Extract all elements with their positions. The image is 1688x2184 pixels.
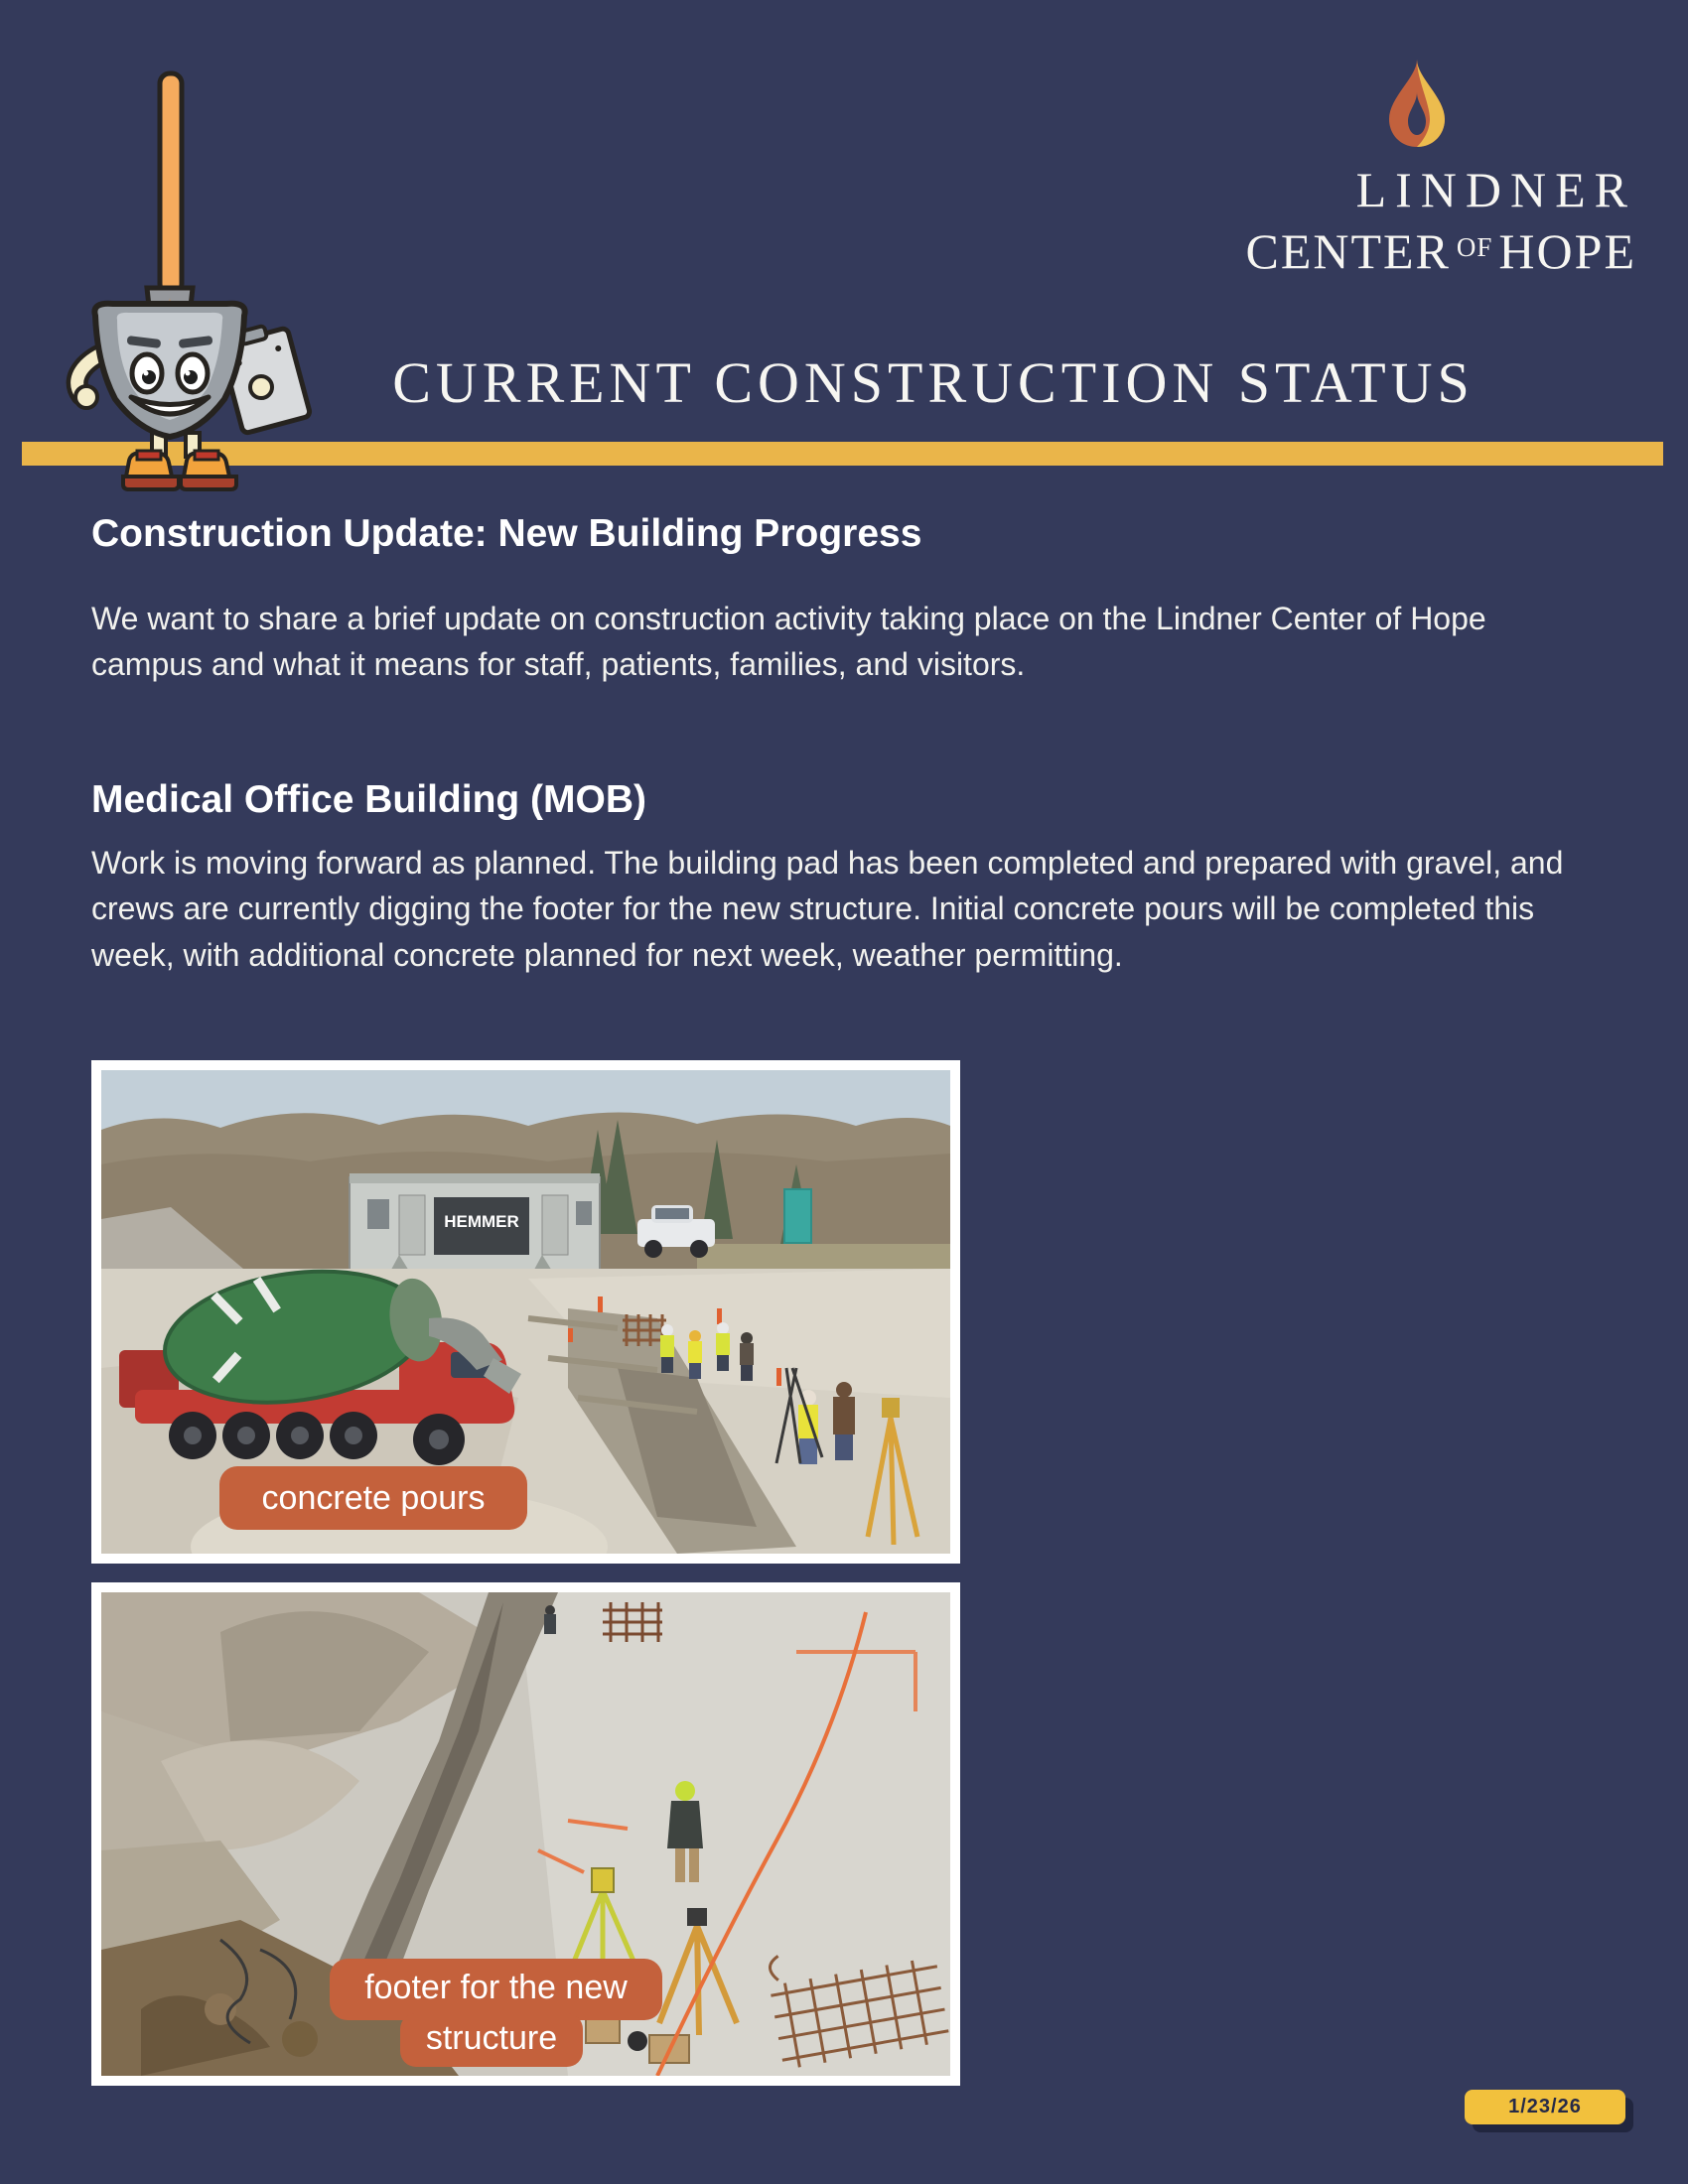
mascot-handle [160,73,182,294]
date-badge: 1/23/26 [1465,2090,1625,2124]
site-trailer [350,1173,600,1281]
flame-icon [1387,60,1447,147]
mob-body: Work is moving forward as planned. The building pad has been completed and prepared with gravel, and crews are currently digging the footer for the new structure. Initial concrete pours will be completed this week, with additional concrete planned for next week, weather permitting. [91,845,1564,973]
trailer-sign-text: HEMMER [444,1212,519,1231]
mob-heading: Medical Office Building (MOB) [91,778,647,821]
photo-label-concrete-pours: concrete pours [219,1466,527,1530]
logo-wordmark [1245,162,1636,279]
logo-hope: HOPE [1498,223,1636,279]
logo-line2 [1245,223,1636,279]
mascot-boots [123,451,236,489]
logo-center: CENTER [1245,223,1451,279]
update-heading: Construction Update: New Building Progress [91,512,922,555]
rebar-cage [623,1314,666,1346]
photo-label-footer-line1: footer for the new [330,1959,662,2020]
logo-line1: LINDNER [1355,162,1636,217]
photo-label-footer-line2: structure [400,2013,583,2067]
logo-of: OF [1456,232,1493,262]
page-title: CURRENT CONSTRUCTION STATUS [392,350,1475,415]
shovel-mascot-icon [60,68,328,500]
porta-potty [784,1189,811,1243]
update-body: We want to share a brief update on construction activity taking place on the Lindner Center of Hope campus and what it means for staff, patients, families, and visitors. [91,601,1486,683]
